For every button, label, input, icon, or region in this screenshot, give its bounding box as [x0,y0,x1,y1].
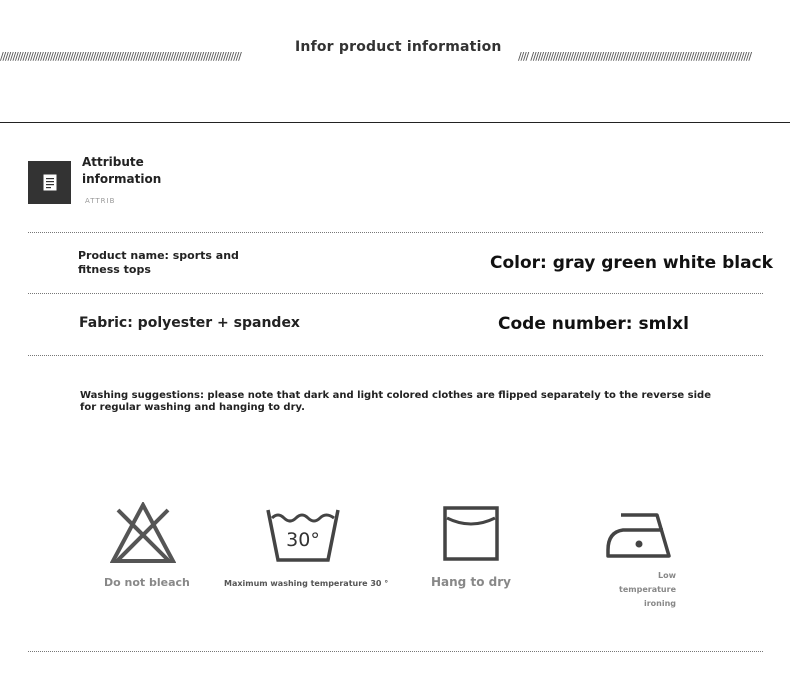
divider-2 [28,293,763,294]
hatch-right: //// //////////////////////////////////////////////////////////////////////////////////////// [518,50,751,63]
low-temp-iron-icon [605,512,673,560]
care-label-wash: Maximum washing temperature 30 ° [224,579,389,588]
code-number: Code number: smlxl [498,314,689,334]
attribute-title-line1: Attribute [82,155,144,169]
product-name: Product name: sports and fitness tops [78,249,239,276]
care-label-iron: Low temperature ironing [619,571,676,608]
wash-temperature-label: 30° [286,529,320,551]
hang-to-dry-icon [443,506,499,561]
care-label-bleach: Do not bleach [104,576,190,589]
care-label-hang: Hang to dry [431,575,511,589]
fabric-value: Fabric: polyester + spandex [79,315,300,331]
attribute-subtitle: ATTRIB [85,197,116,205]
page-title: Infor product information [295,39,502,55]
do-not-bleach-icon [110,502,176,564]
divider-1 [28,232,763,233]
header-divider [0,122,790,123]
attribute-badge [28,161,71,204]
wash-30-icon [266,508,340,562]
hatch-left: //////////////////////////////////////////////////////////////////////////////////////////////// [0,50,241,63]
divider-3 [28,355,763,356]
attribute-title-line2: information [82,172,162,186]
document-icon [43,174,57,191]
divider-bottom [28,651,763,652]
washing-suggestions: Washing suggestions: please note that dark and light colored clothes are flipped separately to the reverse side for regular washing and hanging to dry. [80,390,711,413]
color-value: Color: gray green white black [490,253,773,273]
